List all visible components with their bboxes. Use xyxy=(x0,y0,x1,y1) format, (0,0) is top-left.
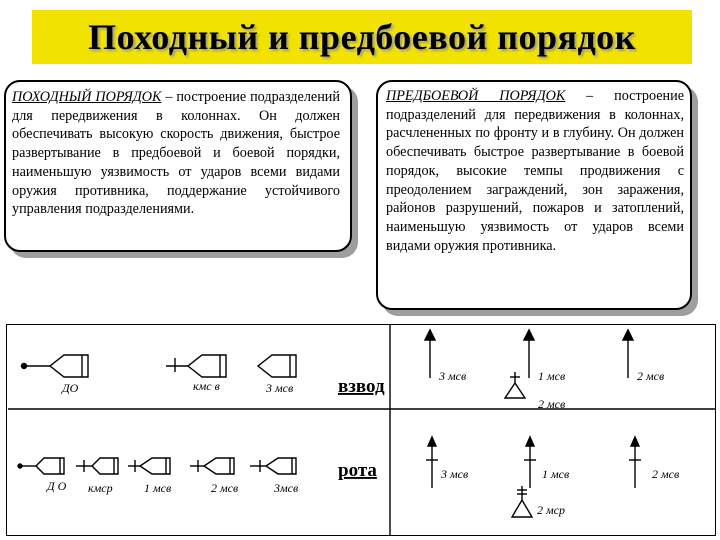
company-march-label-3: 1 мсв xyxy=(144,481,172,495)
platoon-prebattle-label-3: 2 мсв xyxy=(637,369,665,383)
platoon-prebattle-command-triangle xyxy=(505,372,525,398)
company-march-kmsr-symbol xyxy=(76,458,118,474)
platoon-march-do-symbol xyxy=(22,355,89,377)
platoon-prebattle-3msv-arrow xyxy=(425,330,435,378)
company-march-1msv-symbol xyxy=(128,458,170,474)
platoon-row-label: взвод xyxy=(338,376,385,397)
prebattle-order-text: – построение подразделений для передвижения в колоннах, расчлененных по фронту и в глубину. Он должен обеспечивать быстрое развертывание в боевой порядок, высокие темпы продвижения с преодолением заграждений, зон заражения, районов разрушений, пожаров и затоплений, наименьшую уязвимость от ударов всеми видами оружия противника. xyxy=(386,88,684,254)
platoon-march-3msv-symbol xyxy=(258,355,296,377)
company-march-do-symbol xyxy=(18,458,64,474)
platoon-prebattle-label-1: 3 мсв xyxy=(439,369,467,383)
company-march-label-1: Д О xyxy=(47,479,67,493)
platoon-prebattle-1msv-arrow xyxy=(524,330,534,378)
company-prebattle-command-triangle xyxy=(512,486,532,517)
march-order-term: ПОХОДНЫЙ ПОРЯДОК xyxy=(12,89,162,105)
company-march-2msv-symbol xyxy=(190,458,234,474)
company-march-label-5: 3мсв xyxy=(274,481,299,495)
platoon-march-label-3: 3 мсв xyxy=(266,381,294,395)
page-title: Походный и предбоевой порядок xyxy=(88,17,636,57)
company-prebattle-label-2: 1 мсв xyxy=(542,467,570,481)
company-prebattle-label-4: 2 мср xyxy=(537,503,565,517)
platoon-march-label-2: кмс в xyxy=(193,379,220,393)
company-prebattle-1msv-symbol xyxy=(524,437,536,488)
company-row-label: рота xyxy=(338,460,377,481)
platoon-march-kmsv-symbol xyxy=(166,355,226,377)
company-march-label-2: кмср xyxy=(88,481,113,495)
platoon-prebattle-label-2: 1 мсв xyxy=(538,369,566,383)
company-march-3msv-symbol xyxy=(250,458,296,474)
company-prebattle-2msv-symbol xyxy=(629,437,641,488)
platoon-prebattle-label-4: 2 мсв xyxy=(538,397,566,411)
company-prebattle-label-3: 2 мсв xyxy=(652,467,680,481)
prebattle-order-term: ПРЕДБОЕВОЙ ПОРЯДОК xyxy=(386,88,566,104)
platoon-prebattle-2msv-arrow xyxy=(623,330,633,378)
company-prebattle-label-1: 3 мсв xyxy=(441,467,469,481)
march-order-text: – построение подразделений для передвижения в колоннах. Он должен обеспечивать высокую скорость движения, быстрое развертывание в предбоевой и боевой порядки, наименьшую уязвимость от ударов всеми видами оружия противника, поддержание устойчивого управления подразделениями. xyxy=(12,89,340,218)
platoon-march-label-1: ДО xyxy=(62,381,79,395)
company-prebattle-3msv-symbol xyxy=(426,437,438,488)
company-march-label-4: 2 мсв xyxy=(211,481,239,495)
